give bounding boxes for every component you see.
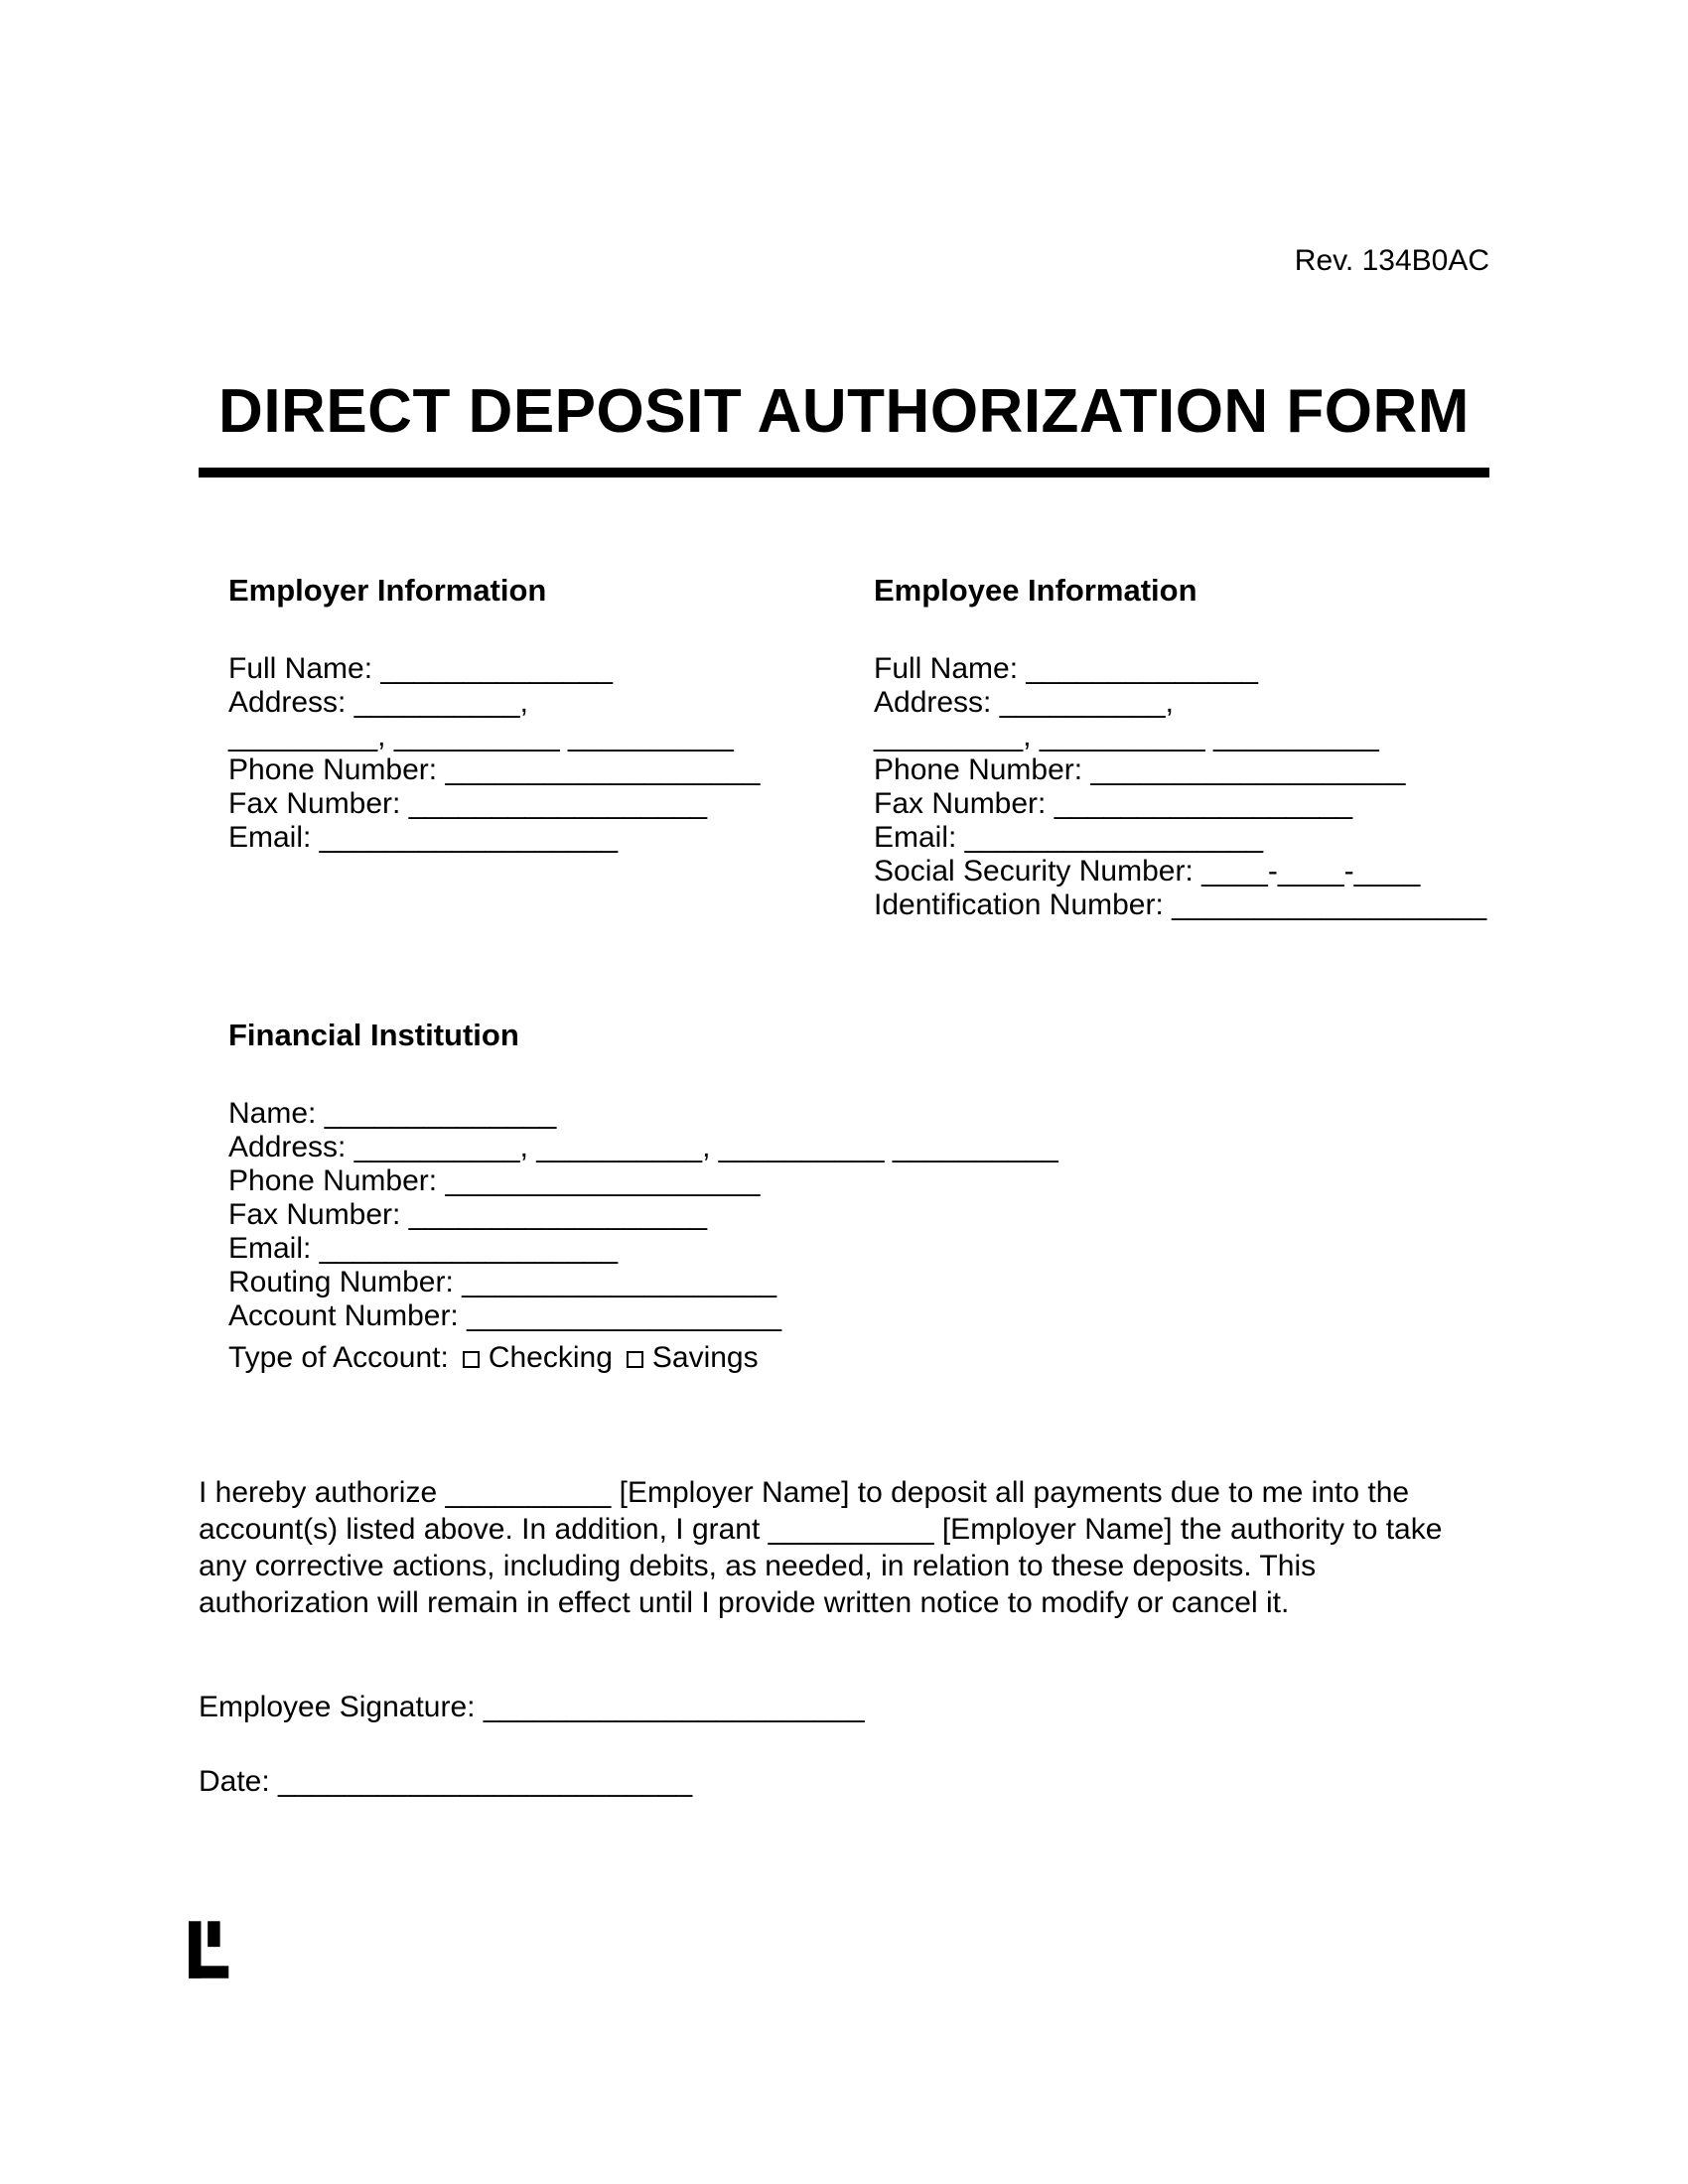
page-title: DIRECT DEPOSIT AUTHORIZATION FORM — [218, 377, 1470, 446]
revision-number: Rev. 134B0AC — [1294, 244, 1489, 277]
financial-email-field: Email: __________________ — [228, 1232, 619, 1265]
financial-address-field: Address: __________, __________, __________ __________ — [228, 1131, 1058, 1163]
employer-full-name-field: Full Name: ______________ — [228, 652, 613, 685]
employee-address-line-2: _________, __________ __________ — [874, 720, 1379, 752]
financial-fax-field: Fax Number: __________________ — [228, 1198, 708, 1231]
savings-option-label: Savings — [651, 1341, 759, 1374]
financial-institution-heading: Financial Institution — [228, 1018, 519, 1052]
employer-email-field: Email: __________________ — [228, 821, 619, 854]
checking-checkbox[interactable] — [463, 1351, 480, 1368]
employee-info-heading: Employee Information — [874, 573, 1197, 608]
financial-routing-number-field: Routing Number: ___________________ — [228, 1266, 777, 1298]
employee-full-name-field: Full Name: ______________ — [874, 652, 1258, 685]
employee-ssn-field: Social Security Number: ____-____-____ — [874, 855, 1421, 887]
employee-phone-field: Phone Number: ___________________ — [874, 753, 1406, 786]
savings-checkbox[interactable] — [627, 1351, 643, 1368]
employee-fax-field: Fax Number: __________________ — [874, 787, 1353, 820]
employer-info-heading: Employer Information — [228, 573, 547, 608]
financial-name-field: Name: ______________ — [228, 1097, 557, 1130]
employer-fax-field: Fax Number: __________________ — [228, 787, 708, 820]
checking-option-label: Checking — [488, 1341, 613, 1374]
legal-templates-logo-icon — [189, 1921, 234, 1979]
account-type-label: Type of Account: — [228, 1341, 449, 1374]
employee-address-line-1: Address: __________, — [874, 686, 1174, 719]
employer-phone-field: Phone Number: ___________________ — [228, 753, 761, 786]
info-columns — [199, 573, 1489, 922]
title-divider — [199, 468, 1489, 478]
account-type-field — [228, 1341, 1489, 1375]
employer-info-section — [228, 573, 874, 922]
employee-signature-field: Employee Signature: _______________________ — [199, 1691, 865, 1723]
financial-account-number-field: Account Number: ___________________ — [228, 1299, 782, 1332]
financial-institution-section — [199, 1018, 1489, 1375]
employee-id-number-field: Identification Number: ___________________ — [874, 888, 1487, 921]
employer-address-line-2: _________, __________ __________ — [228, 720, 734, 752]
financial-phone-field: Phone Number: ___________________ — [228, 1164, 761, 1197]
authorization-paragraph: I hereby authorize __________ [Employer Name] to deposit all payments due to me into the account(s) listed above. In addition, I grant __________ [Employer Name] the authority to take any corrective actions, including debits, as needed, in relation to these deposits. This authorization will remain in effect until I provide written notice to modify or cancel it. — [199, 1476, 1443, 1619]
employee-info-section — [874, 573, 1489, 922]
employer-address-line-1: Address: __________, — [228, 686, 528, 719]
legal-templates-logo — [189, 1921, 234, 1979]
employee-email-field: Email: __________________ — [874, 821, 1264, 854]
date-field: Date: _________________________ — [199, 1765, 693, 1798]
